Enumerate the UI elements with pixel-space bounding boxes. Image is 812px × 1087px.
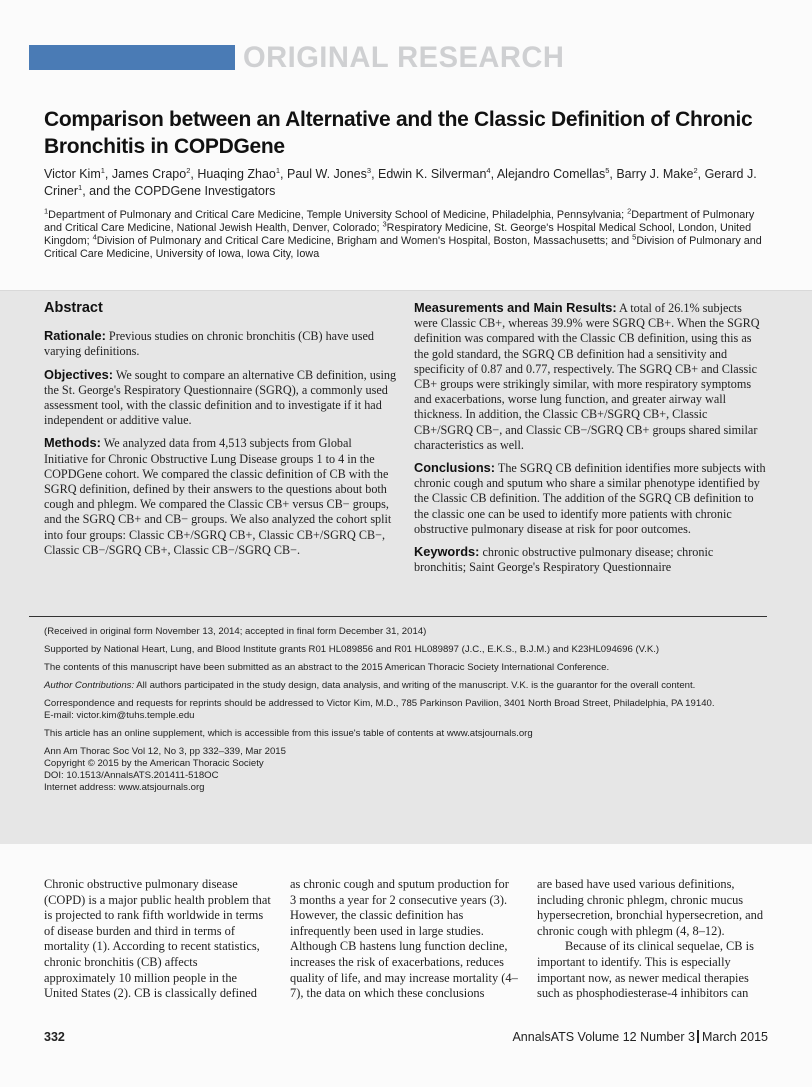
affiliations bbox=[44, 206, 774, 261]
affiliation-number: 2 bbox=[627, 206, 632, 216]
results-text: A total of 26.1% subjects were Classic CB+, whereas 39.9% were SGRQ CB+. When the SGRQ definition was compared with the Classic CB definition, using this as the gold standard, the SGRQ CB definition had a sensitivity and specificity of 0.87 and 0.77, respectively. The SGRQ CB+ and Classic CB+ groups were strikingly similar, with more respiratory symptoms and exacerbations, worse lung function, and greater airway wall thickness. In addition, the Classic CB+/SGRQ CB+, Classic CB+/SGRQ CB−, and Classic CB−/SGRQ CB+ groups shared similar characteristics as well. bbox=[414, 301, 760, 452]
affiliation: Respiratory Medicine, St. George's Hospital Medical School, London, United Kingdom; bbox=[44, 222, 752, 247]
affiliation-marker: 1 bbox=[100, 165, 105, 175]
journal-volume: AnnalsATS Volume 12 Number 3 bbox=[512, 1030, 695, 1044]
affiliation: Department of Pulmonary and Critical Care Medicine, Temple University School of Medicine, Philadelphia, Pennsylvania; bbox=[48, 209, 628, 221]
rationale-text: Previous studies on chronic bronchitis (CB) have used varying definitions. bbox=[44, 329, 374, 359]
author: Edwin K. Silverman bbox=[378, 167, 487, 181]
affiliation-number: 5 bbox=[632, 232, 637, 242]
author: Gerard J. Criner bbox=[44, 167, 757, 198]
author: Barry J. Make bbox=[616, 167, 694, 181]
email-link[interactable]: E-mail: victor.kim@tuhs.temple.edu bbox=[44, 710, 195, 721]
article-title: Comparison between an Alternative and the Classic Definition of Chronic Bronchitis in COPDGene bbox=[44, 108, 753, 158]
affiliation-marker: 3 bbox=[366, 165, 372, 175]
submission-note: The contents of this manuscript have been submitted as an abstract to the 2015 American Thoracic Society International Conference. bbox=[44, 662, 610, 673]
rationale-label: Rationale: bbox=[44, 328, 106, 344]
abstract-keywords bbox=[414, 544, 767, 575]
authors-suffix: , and the COPDGene Investigators bbox=[82, 184, 276, 198]
doi-link[interactable]: DOI: 10.1513/AnnalsATS.201411-518OC bbox=[44, 770, 219, 781]
author: James Crapo bbox=[111, 167, 187, 181]
affiliation-marker: 2 bbox=[186, 165, 191, 175]
affiliation: Division of Pulmonary and Critical Care Medicine, University of Iowa, Iowa City, Iowa bbox=[44, 235, 762, 260]
abstract-methods bbox=[44, 435, 397, 558]
affiliation-number: 4 bbox=[92, 232, 97, 242]
abstract-rationale bbox=[44, 328, 397, 359]
divider bbox=[29, 616, 767, 617]
abstract-left-column bbox=[44, 300, 397, 565]
body-column-1: Chronic obstructive pulmonary disease (COPD) is a major public health problem that is projected to rank fifth worldwide in terms of disease burden and third in terms of mortality (1). According to recent statistics, chronic bronchitis (CB) affects approximately 10 million people in the United States (2). CB is classically defined bbox=[44, 877, 271, 1001]
abstract-conclusions bbox=[414, 460, 767, 537]
body-column-3 bbox=[537, 877, 765, 1002]
article-notes bbox=[44, 626, 774, 794]
affiliation-number: 1 bbox=[44, 206, 49, 216]
abstract-objectives bbox=[44, 367, 397, 429]
body-paragraph: are based have used various definitions, including chronic phlegm, chronic mucus hypersecretion, bronchial hypersecretion, and chronic cough with phlegm (4, 8–12). bbox=[537, 877, 764, 938]
affiliation-marker: 1 bbox=[275, 165, 281, 175]
objectives-text: We sought to compare an alternative CB definition, using the St. George's Respiratory Questionnaire (SGRQ), a commonly used assessment tool, with the classic definition and to investigate if it had independent or additive value. bbox=[44, 367, 397, 428]
author: Victor Kim bbox=[44, 167, 101, 181]
author-list: Victor Kim$^1$, James Crapo$^2$, Huaqing Zhao$^1$, Paul W. Jones$^3$, Edwin K. Silverman$^4$, Alejandro Comellas$^5$, Barry J. Make$^2$, Gerard J. Criner$^1$, and the COPDGene Investigators bbox=[44, 165, 757, 198]
abstract-heading: Abstract bbox=[44, 300, 103, 316]
author-contributions bbox=[44, 680, 774, 692]
body-column-2: as chronic cough and sputum production for 3 months a year for 2 consecutive years (3). However, the classic definition has infrequently been used in large studies. Although CB hastens lung function decline, increases the risk of exacerbations, reduces quality of life, and may increase mortality (4–7), the data on which these conclusions bbox=[290, 877, 518, 1001]
affiliation-marker: 2 bbox=[693, 165, 698, 175]
author: Huaqing Zhao bbox=[197, 167, 276, 181]
correspondence: Correspondence and requests for reprints should be addressed to Victor Kim, M.D., 785 Parkinson Pavilion, 3401 North Broad Street, Philadelphia, PA 19140. bbox=[44, 698, 715, 709]
section-banner bbox=[29, 41, 809, 74]
body-paragraph: Because of its clinical sequelae, CB is important to identify. This is especially important now, as newer medical therapies such as phosphodiesterase-4 inhibitors can bbox=[537, 939, 754, 1001]
methods-label: Methods: bbox=[44, 435, 101, 451]
abstract-results bbox=[414, 300, 767, 453]
methods-text: We analyzed data from 4,513 subjects from Global Initiative for Chronic Obstructive Lung Disease groups 1 to 4 in the COPDGene cohort. We compared the classic definition of CB with the SGRQ definition, defined by their answers to the questions about both cough and phlegm. We compared the Classic CB+ versus CB− groups, and the SGRQ CB+ and CB− groups. We also analyzed the cohort split into four groups: Classic CB+/SGRQ CB+, Classic CB+/SGRQ CB−, Classic CB−/SGRQ CB+, Classic CB−/SGRQ CB−. bbox=[44, 436, 392, 557]
affiliation: Division of Pulmonary and Critical Care Medicine, Brigham and Women's Hospital, Boston, Massachusetts; and bbox=[96, 235, 633, 247]
conclusions-label: Conclusions: bbox=[414, 460, 496, 476]
journal-info bbox=[512, 1030, 768, 1044]
abstract-right-column bbox=[414, 300, 767, 582]
author: Paul W. Jones bbox=[286, 167, 367, 181]
supplement-note: This article has an online supplement, which is accessible from this issue's table of contents at www.atsjournals.org bbox=[44, 728, 533, 739]
conclusions-text: The SGRQ CB definition identifies more subjects with chronic cough and sputum who share a similar phenotype identified by the Classic CB definition. The addition of the SGRQ CB definition to the classic one can be used to identify more patients with chronic obstructive pulmonary disease at risk for poor outcomes. bbox=[414, 461, 766, 536]
banner-bar bbox=[29, 45, 235, 70]
issue-date: March 2015 bbox=[701, 1030, 768, 1044]
affiliation-marker: 1 bbox=[78, 182, 83, 192]
contributions-text: All authors participated in the study design, data analysis, and writing of the manuscript. V.K. is the guarantor for the overall content. bbox=[134, 680, 696, 691]
affiliation-number: 3 bbox=[382, 219, 387, 229]
keywords-label: Keywords: bbox=[414, 544, 480, 560]
affiliation-marker: 5 bbox=[605, 165, 610, 175]
funding-note: Supported by National Heart, Lung, and Blood Institute grants R01 HL089856 and R01 HL089897 (J.C., E.K.S., B.J.M.) and K23HL094696 (V.K.) bbox=[44, 644, 660, 655]
results-label: Measurements and Main Results: bbox=[414, 300, 617, 315]
received-dates: (Received in original form November 13, 2014; accepted in final form December 31, 2014) bbox=[44, 626, 427, 637]
keywords-text: chronic obstructive pulmonary disease; chronic bronchitis; Saint George's Respiratory Questionnaire bbox=[414, 545, 714, 575]
objectives-label: Objectives: bbox=[44, 366, 113, 382]
affiliation: Department of Pulmonary and Critical Care Medicine, National Jewish Health, Denver, Colorado; bbox=[44, 209, 755, 234]
contributions-label: Author Contributions: bbox=[44, 680, 135, 691]
separator bbox=[697, 1030, 699, 1043]
author: Alejandro Comellas bbox=[496, 167, 606, 181]
internet-address[interactable]: Internet address: www.atsjournals.org bbox=[44, 782, 205, 793]
page-number: 332 bbox=[44, 1030, 65, 1044]
banner-label: ORIGINAL RESEARCH bbox=[243, 41, 565, 74]
affiliation-marker: 4 bbox=[486, 165, 491, 175]
citation: Ann Am Thorac Soc Vol 12, No 3, pp 332–339, Mar 2015 bbox=[44, 746, 286, 757]
copyright: Copyright © 2015 by the American Thoracic Society bbox=[44, 758, 264, 769]
